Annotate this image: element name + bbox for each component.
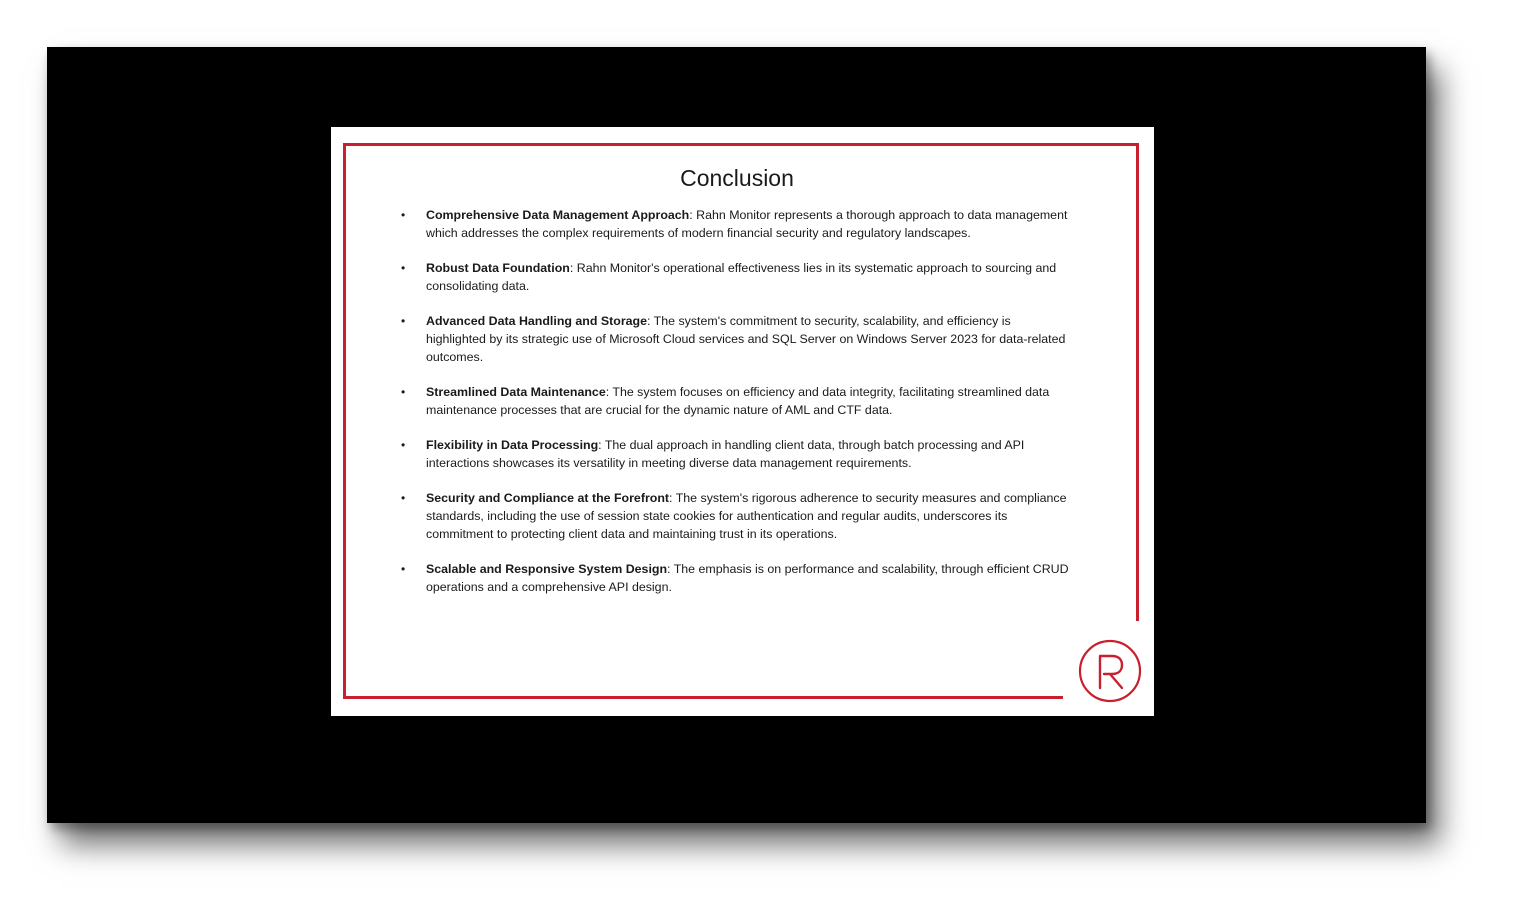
list-item xyxy=(401,437,1071,473)
list-item xyxy=(401,490,1071,543)
bullet-heading: Security and Compliance at the Forefront xyxy=(426,491,670,506)
list-item xyxy=(401,313,1071,366)
list-item xyxy=(401,260,1071,296)
bullet-heading: Comprehensive Data Management Approach xyxy=(426,208,690,222)
bullet-text: : The system focuses on efficiency and data integrity, facilitating streamlined data maintenance processes that are crucial for the dynamic nature of AML and CTF data. xyxy=(426,385,1050,417)
list-item xyxy=(401,207,1071,243)
bullet-icon: • xyxy=(401,261,406,276)
bullet-text: : Rahn Monitor represents a thorough approach to data management which addresses the complex requirements of modern financial security and regulatory landscapes. xyxy=(426,208,1068,240)
bullet-heading: Robust Data Foundation xyxy=(426,261,570,276)
bullet-heading: Streamlined Data Maintenance xyxy=(426,385,606,400)
bullet-icon: • xyxy=(401,438,406,453)
bullet-icon: • xyxy=(401,562,406,577)
bullet-icon: • xyxy=(401,385,406,400)
bullet-list xyxy=(401,207,1071,614)
bullet-text: : Rahn Monitor's operational effectiveness lies in its systematic approach to sourcing and consolidating data. xyxy=(426,261,1057,293)
bullet-icon: • xyxy=(401,314,406,329)
bullet-heading: Flexibility in Data Processing xyxy=(426,438,599,453)
slide-title: Conclusion xyxy=(680,165,794,191)
slide xyxy=(331,127,1154,716)
list-item xyxy=(401,384,1071,420)
bullet-text: : The system's commitment to security, scalability, and efficiency is highlighted by its strategic use of Microsoft Cloud services and SQL Server on Windows Server 2023 for data-related outcomes. xyxy=(426,314,1066,364)
bullet-heading: Advanced Data Handling and Storage xyxy=(426,314,648,329)
bullet-text: : The dual approach in handling client data, through batch processing and API interactions showcases its versatility in meeting diverse data management requirements. xyxy=(426,438,1025,470)
bullet-heading: Scalable and Responsive System Design xyxy=(426,562,668,577)
bullet-icon: • xyxy=(401,208,406,222)
list-item xyxy=(401,561,1071,597)
rahn-r-logo-icon xyxy=(1077,638,1143,704)
bullet-text: : The system's rigorous adherence to security measures and compliance standards, including the use of session state cookies for authentication and regular audits, underscores its commitment to protecting client data and maintaining trust in its operations. xyxy=(426,491,1067,541)
bullet-text: : The emphasis is on performance and scalability, through efficient CRUD operations and a comprehensive API design. xyxy=(426,562,1069,594)
bullet-icon: • xyxy=(401,491,406,506)
